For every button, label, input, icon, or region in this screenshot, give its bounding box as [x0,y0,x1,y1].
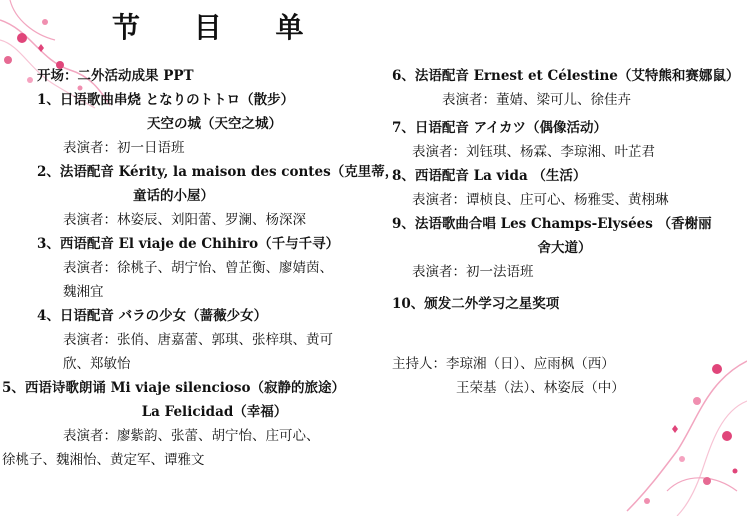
program-item-4-performers: 表演者：张俏、唐嘉蕾、郭琪、张梓琪、黄可 [63,332,333,348]
opening-item: 开场：二外活动成果 PPT [37,68,194,84]
program-item-9-heading-cont: 舍大道） [537,240,592,256]
program-item-2-heading-cont: 童话的小屋） [133,188,214,204]
program-item-6: 6、法语配音 Ernest et Célestine（艾特熊和赛娜鼠） [392,68,740,84]
program-item-3-performers-cont: 魏湘宜 [63,284,104,300]
program-item-7-performers: 表演者：刘钰琪、杨霖、李琼湘、叶芷君 [412,144,655,160]
program-item-9: 9、法语歌曲合唱 Les Champs-Elysées （香榭丽 [392,216,712,232]
hosts-label: 主持人： [392,356,446,372]
program-item-3-performers: 表演者：徐桃子、胡宁怡、曾芷衡、廖婧茵、 [63,260,333,276]
program-item-10: 10、颁发二外学习之星奖项 [392,296,560,312]
program-item-1-performers: 表演者：初一日语班 [63,140,185,156]
program-item-5-performers-cont: 徐桃子、魏湘怡、黄定军、谭雅文 [2,452,205,468]
program-left-column [2,64,399,472]
program-item-8: 8、西语配音 La vida （生活） [392,168,587,184]
program-item-5: 5、西语诗歌朗诵 Mi viaje silencioso（寂静的旅途） [2,380,345,396]
hosts-names-1: 李琼湘（日）、应雨枫（西） [446,356,615,372]
program-item-9-performers: 表演者：初一法语班 [412,264,534,280]
program-item-4-performers-cont: 欣、郑敏怡 [63,356,131,372]
program-item-1-heading-cont: 天空の城（天空之城） [147,116,282,132]
hosts-names-2: 王荣基（法）、林姿辰（中） [456,380,625,396]
program-item-4: 4、日语配音 バラの少女（蔷薇少女） [37,308,268,324]
program-item-5-heading-cont: La Felicidad（幸福） [141,404,288,420]
page-title: 节 目 单 [112,11,326,44]
program-item-6-performers: 表演者：董婧、梁可儿、徐佳卉 [442,92,631,108]
program-item-8-performers: 表演者：谭桢良、庄可心、杨雅雯、黄栩琳 [412,192,669,208]
program-item-1: 1、日语歌曲串烧 となりのトトロ（散步） [37,92,295,108]
program-item-5-performers: 表演者：廖紫韵、张蕾、胡宁怡、庄可心、 [63,428,320,444]
program-right-column [392,64,740,400]
program-item-2: 2、法语配音 Kérity, la maison des contes（克里蒂， [37,164,399,180]
program-item-2-performers: 表演者：林姿辰、刘阳蕾、罗澜、杨深深 [63,212,306,228]
program-item-7: 7、日语配音 アイカツ（偶像活动） [392,120,607,136]
program-item-3: 3、西语配音 El viaje de Chihiro（千与千寻） [37,236,340,252]
hosts-line-1 [392,352,737,376]
